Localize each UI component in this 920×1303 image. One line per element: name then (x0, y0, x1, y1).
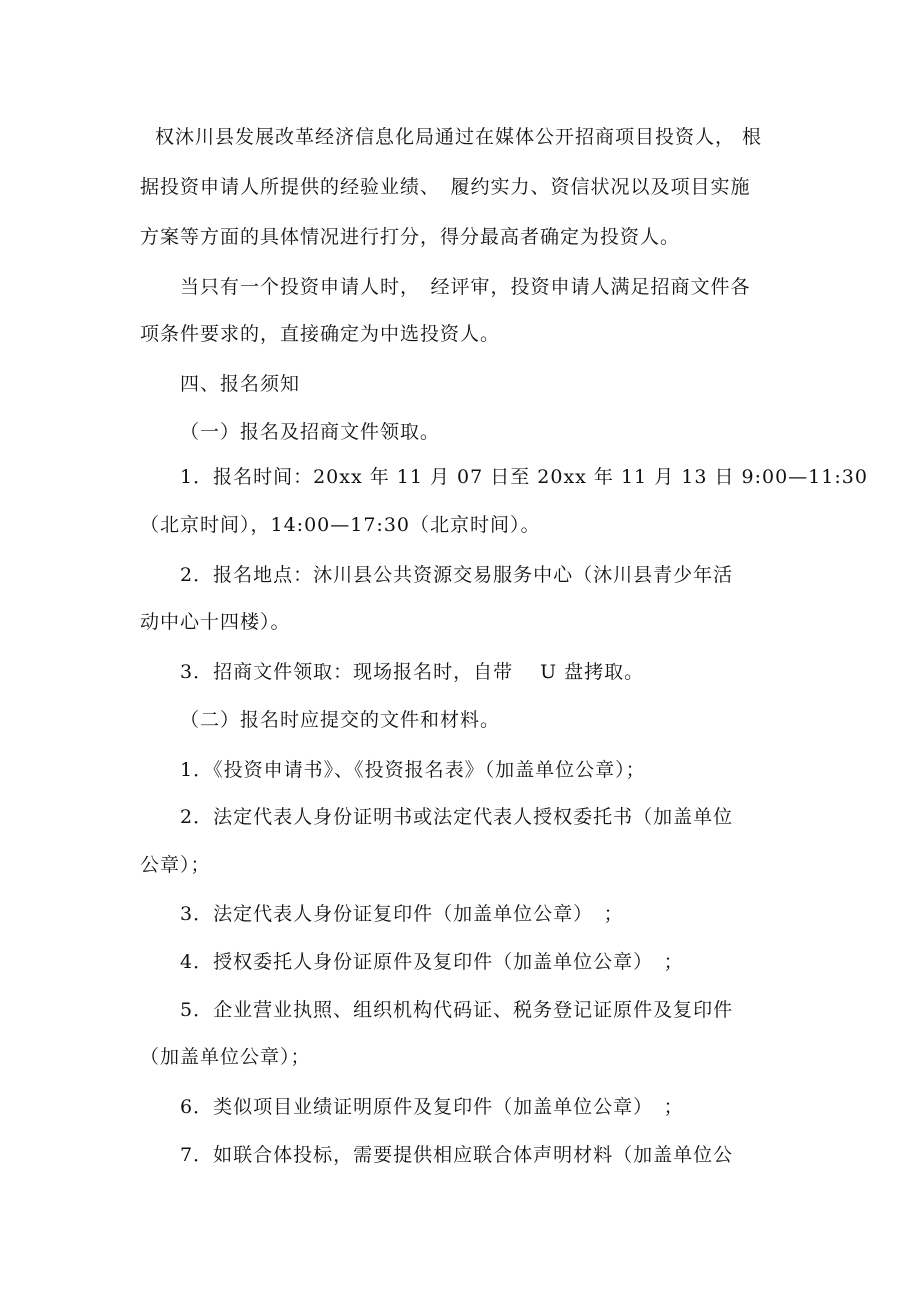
list-item: 3．法定代表人身份证复印件（加盖单位公章） ； (180, 903, 624, 925)
paragraph-line: 当只有一个投资申请人时， 经评审，投资申请人满足招商文件各 (180, 276, 751, 298)
list-item: 3．招商文件领取：现场报名时，自带 U 盘拷取。 (180, 661, 645, 683)
subsection-heading: （二）报名时应提交的文件和材料。 (180, 709, 501, 731)
list-item: 1．《投资申请书》、《投资报名表》（加盖单位公章）； (180, 759, 646, 781)
paragraph-line: 据投资申请人所提供的经验业绩、 履约实力、资信状况以及项目实施 (140, 176, 751, 198)
paragraph-line: （加盖单位公章）； (140, 1046, 311, 1068)
paragraph-line: 项条件要求的，直接确定为中选投资人。 (140, 323, 501, 345)
list-item: 1．报名时间：20xx 年 11 月 07 日至 20xx 年 11 月 13 日 9:00—11:30 (180, 466, 868, 488)
list-item: 4．授权委托人身份证原件及复印件（加盖单位公章） ； (180, 951, 684, 973)
list-item: 6．类似项目业绩证明原件及复印件（加盖单位公章） ； (180, 1096, 684, 1118)
paragraph-line: （北京时间），14:00—17:30（北京时间）。 (140, 514, 541, 536)
subsection-heading: （一）报名及招商文件领取。 (180, 421, 441, 443)
paragraph-line: 动中心十四楼）。 (140, 611, 291, 633)
list-item: 7．如联合体投标，需要提供相应联合体声明材料（加盖单位公 (180, 1144, 734, 1166)
list-item: 2．法定代表人身份证明书或法定代表人授权委托书（加盖单位 (180, 806, 734, 828)
paragraph-line: 权沐川县发展改革经济信息化局通过在媒体公开招商项目投资人， 根 (155, 126, 763, 148)
list-item: 2．报名地点：沐川县公共资源交易服务中心（沐川县青少年活 (180, 564, 734, 586)
section-heading: 四、报名须知 (180, 373, 301, 395)
paragraph-line: 公章）； (140, 854, 211, 876)
list-item: 5．企业营业执照、组织机构代码证、税务登记证原件及复印件 (180, 999, 734, 1021)
paragraph-line: 方案等方面的具体情况进行打分，得分最高者确定为投资人。 (140, 226, 681, 248)
